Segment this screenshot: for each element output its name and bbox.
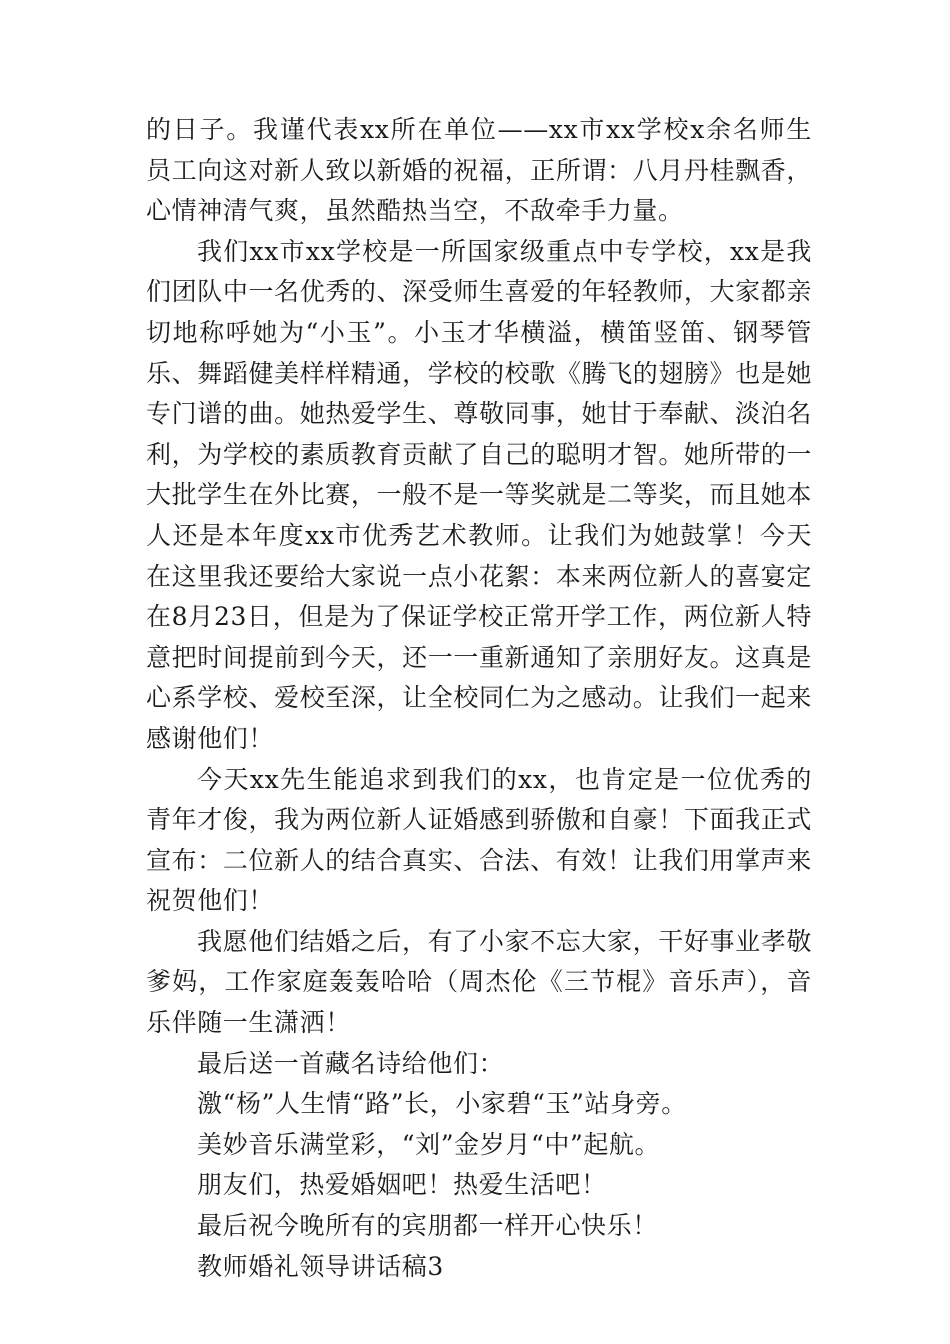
poem-line-2: 美妙音乐满堂彩，“刘”金岁月“中”起航。 — [197, 1129, 661, 1159]
paragraph-school-intro: 我们xx市xx学校是一所国家级重点中专学校，xx是我们团队中一名优秀的、深受师生喜爱的年轻教师，大家都亲切地称呼她为“小玉”。小玉才华横溢，横笛竖笛、钢琴管乐、舞蹈健美样样精通，学校的校歌《腾飞的翅膀》也是她专门谱的曲。她热爱学生、尊敬同事，她甘于奉献、淡泊名利，为学校的素质教育贡献了自己的聪明才智。她所带的一大批学生在外比赛，一般不是一等奖就是二等奖，而且她本人还是本年度xx市优秀艺术教师。让我们为她鼓掌！今天在这里我还要给大家说一点小花絮：本来两位新人的喜宴定在8月23日，但是为了保证学校正常开学工作，两位新人特意把时间提前到今天，还一一重新通知了亲朋好友。这真是心系学校、爱校至深，让全校同仁为之感动。让我们一起来感谢他们！ — [146, 236, 812, 753]
poem-line-1: 激“杨”人生情“路”长，小家碧“玉”站身旁。 — [197, 1089, 687, 1119]
closing-line-1: 朋友们，热爱婚姻吧！热爱生活吧！ — [197, 1170, 607, 1200]
paragraph-blessing: 我愿他们结婚之后，有了小家不忘大家，干好事业孝敬爹妈，工作家庭轰轰哈哈（周杰伦《三节棍》音乐声），音乐伴随一生潇洒！ — [146, 926, 812, 1038]
closing-line-2: 最后祝今晚所有的宾朋都一样开心快乐！ — [197, 1211, 658, 1241]
document-body — [146, 110, 812, 1287]
paragraph-wedding-announcement: 今天xx先生能追求到我们的xx，也肯定是一位优秀的青年才俊，我为两位新人证婚感到骄傲和自豪！下面我正式宣布：二位新人的结合真实、合法、有效！让我们用掌声来祝贺他们！ — [146, 764, 812, 916]
next-section-title: 教师婚礼领导讲话稿3 — [197, 1251, 444, 1281]
poem-intro: 最后送一首藏名诗给他们： — [197, 1048, 505, 1078]
paragraph-continuation: 的日子。我谨代表xx所在单位——xx市xx学校x余名师生员工向这对新人致以新婚的祝福，正所谓：八月丹桂飘香，心情神清气爽，虽然酷热当空，不敌牵手力量。 — [146, 115, 812, 226]
